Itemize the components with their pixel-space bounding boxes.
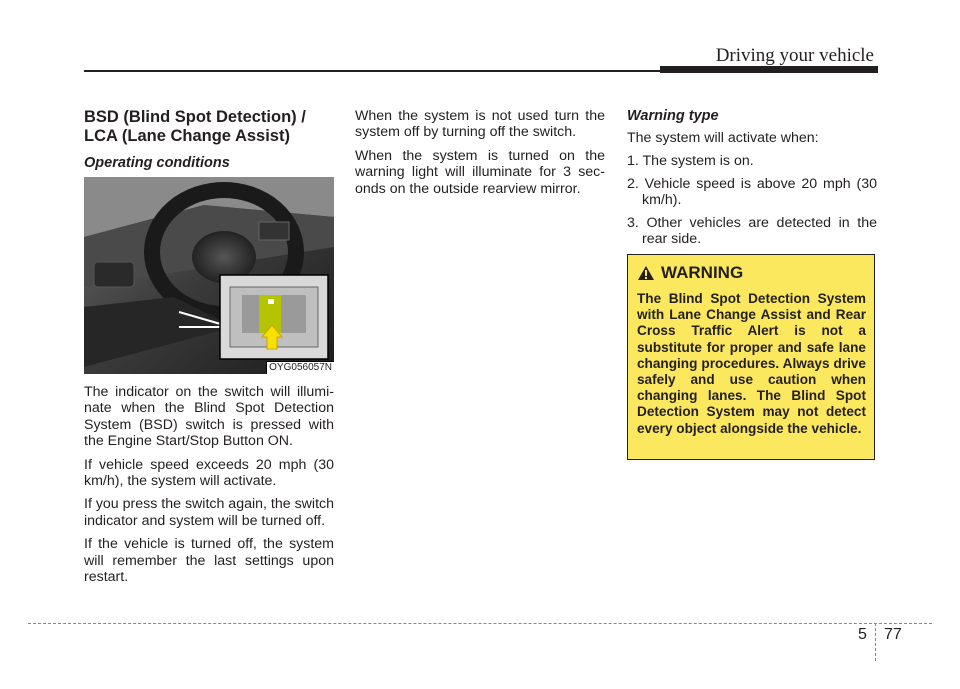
operating-conditions-heading: Operating conditions: [84, 155, 230, 171]
warning-text: The Blind Spot Detection System with Lane Change Assist and Rear Cross Traffic Alert is not a substitute for proper and safe lane changing procedures. Always drive safely and use caution when changing lanes. The Blind Spot Detection System may not detect every object alongside the vehicle.: [637, 291, 866, 436]
list-item: 1. The system is on.: [627, 153, 754, 170]
list-item: 3. Other vehicles are detected in the rear side.: [627, 214, 877, 248]
warning-header: [637, 263, 866, 283]
paragraph: When the system is not used turn the system off by turning off the switch.: [355, 108, 605, 141]
header-rule: [84, 70, 664, 72]
section-heading: BSD (Blind Spot Detection) / LCA (Lane Change Assist): [84, 108, 306, 145]
page-divider: [875, 623, 876, 661]
list-item: 2. Vehicle speed is above 20 mph (30 km/h).: [627, 175, 877, 209]
column-3: [627, 108, 877, 253]
paragraph: When the system is turned on the warning light will illuminate for 3 sec-onds on the outside rearview mirror.: [355, 147, 605, 197]
dashboard-illustration: [84, 177, 334, 374]
list-intro: The system will activate when:: [627, 130, 819, 146]
dashboard-switch-figure: [84, 177, 334, 374]
warning-title: WARNING: [661, 263, 744, 282]
warning-type-heading: Warning type: [627, 108, 719, 124]
running-header: Driving your vehicle: [715, 45, 874, 66]
column-1: [84, 108, 334, 592]
paragraph: If vehicle speed exceeds 20 mph (30 km/h), the system will activate.: [84, 456, 334, 490]
header-rule-bar: [660, 66, 878, 73]
condition-list: [627, 153, 877, 247]
figure-code: OYG056057N: [266, 361, 334, 374]
warning-box: [627, 254, 875, 460]
paragraph: If the vehicle is turned off, the system will remember the last settings upon restart.: [84, 536, 334, 586]
column-2: [355, 108, 605, 204]
warning-triangle-icon: [637, 265, 655, 281]
paragraph: The indicator on the switch will illumi-nate when the Blind Spot Detection System (BSD) switch is pressed with the Engine Start/Stop Button ON.: [84, 384, 334, 450]
paragraph: If you press the switch again, the switch indicator and system will be turned off.: [84, 496, 334, 529]
footer-rule: [28, 623, 932, 624]
page-number: 77: [884, 626, 902, 643]
section-number: 5: [858, 626, 867, 643]
